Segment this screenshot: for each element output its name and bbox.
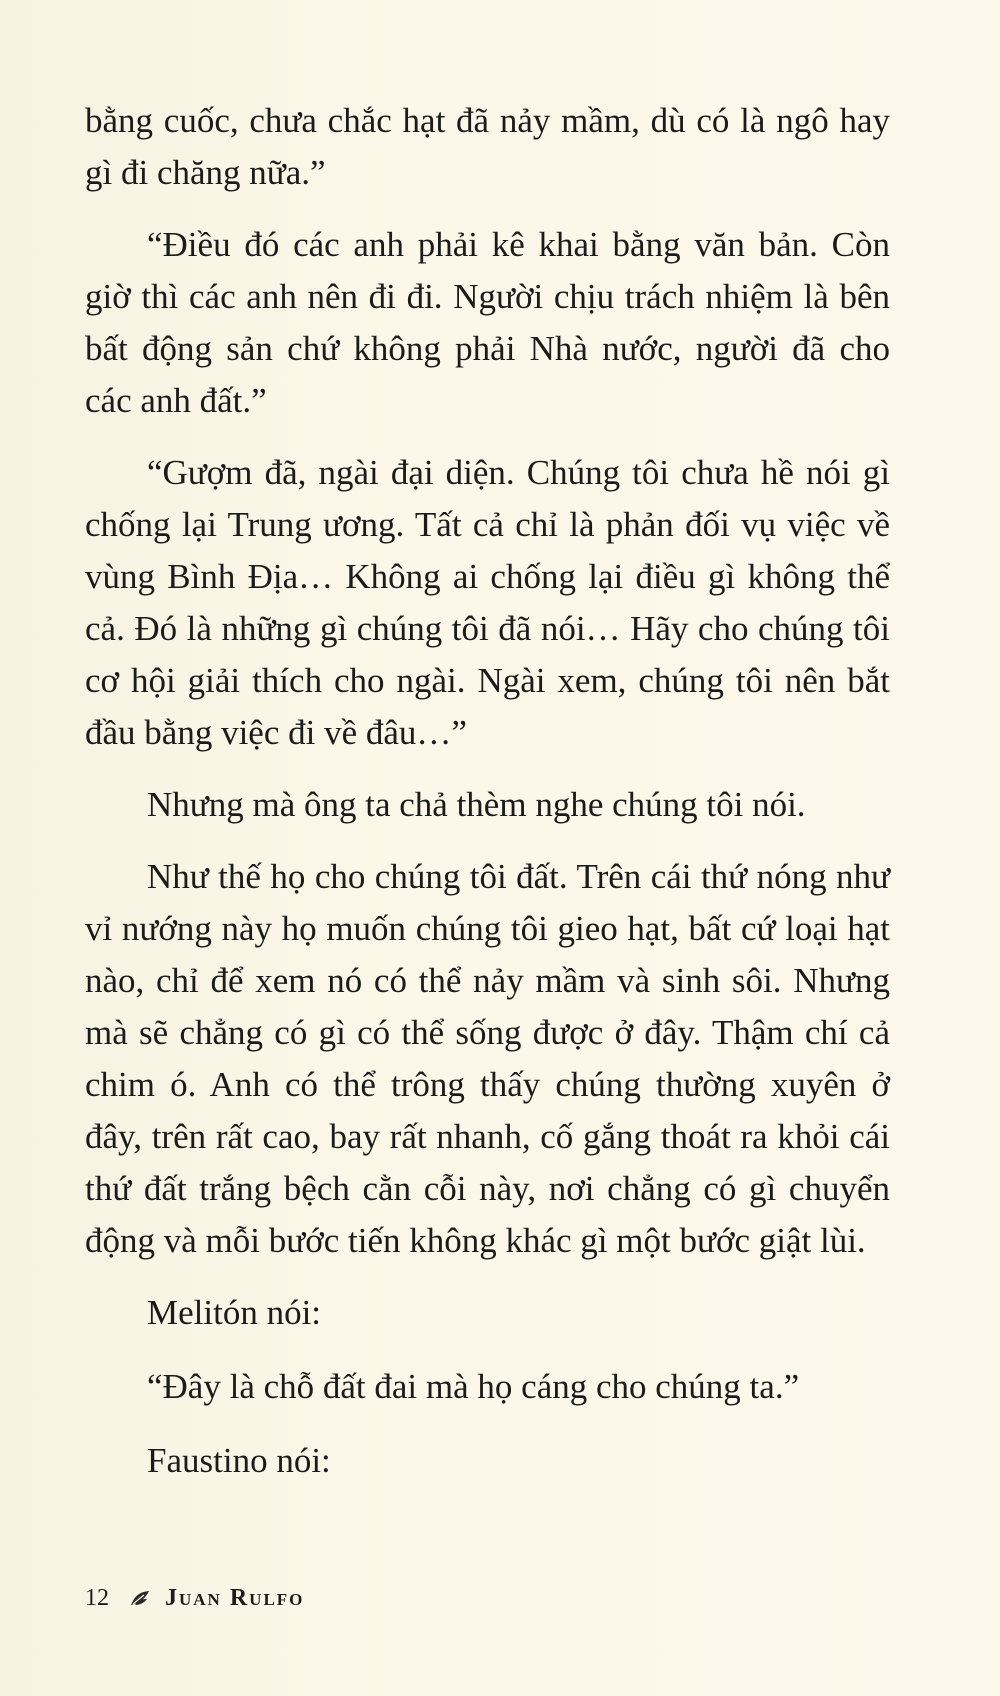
paragraph: Như thế họ cho chúng tôi đất. Trên cái thứ nóng như vỉ nướng này họ muốn chúng tôi gieo hạt, bất cứ loại hạt nào, chỉ để xem nó có thể nảy mầm và sinh sôi. Nhưng mà sẽ chẳng có gì có thể sống được ở đây. Thậm chí cả chim ó. Anh có thể trông thấy chúng thường xuyên ở đây, trên rất cao, bay rất nhanh, cố gắng thoát ra khỏi cái thứ đất trắng bệch cằn cỗi này, nơi chẳng có gì chuyển động và mỗi bước tiến không khác gì một bước giật lùi. (85, 857, 890, 1260)
paragraph: “Đây là chỗ đất đai mà họ cáng cho chúng ta.” (147, 1367, 800, 1406)
page-footer (85, 1578, 304, 1618)
author-name: Juan Rulfo (165, 1584, 305, 1611)
paragraph: bằng cuốc, chưa chắc hạt đã nảy mầm, dù có là ngô hay gì đi chăng nữa.” (85, 101, 890, 192)
paragraph: Faustino nói: (147, 1441, 331, 1480)
paragraph: “Điều đó các anh phải kê khai bằng văn bản. Còn giờ thì các anh nên đi đi. Người chịu trách nhiệm là bên bất động sản chứ không phải Nhà nước, người đã cho các anh đất.” (85, 225, 890, 420)
paragraph: Nhưng mà ông ta chả thèm nghe chúng tôi nói. (147, 785, 806, 824)
paragraph: Melitón nói: (147, 1293, 322, 1332)
page-number: 12 (85, 1584, 109, 1611)
body-text (85, 95, 890, 1507)
leaf-ornament-icon (129, 1589, 151, 1607)
paragraph: “Gượm đã, ngài đại diện. Chúng tôi chưa hề nói gì chống lại Trung ương. Tất cả chỉ là phản đối vụ việc về vùng Bình Địa… Không ai chống lại điều gì không thể cả. Đó là những gì chúng tôi đã nói… Hãy cho chúng tôi cơ hội giải thích cho ngài. Ngài xem, chúng tôi nên bắt đầu bằng việc đi về đâu…” (85, 453, 890, 752)
